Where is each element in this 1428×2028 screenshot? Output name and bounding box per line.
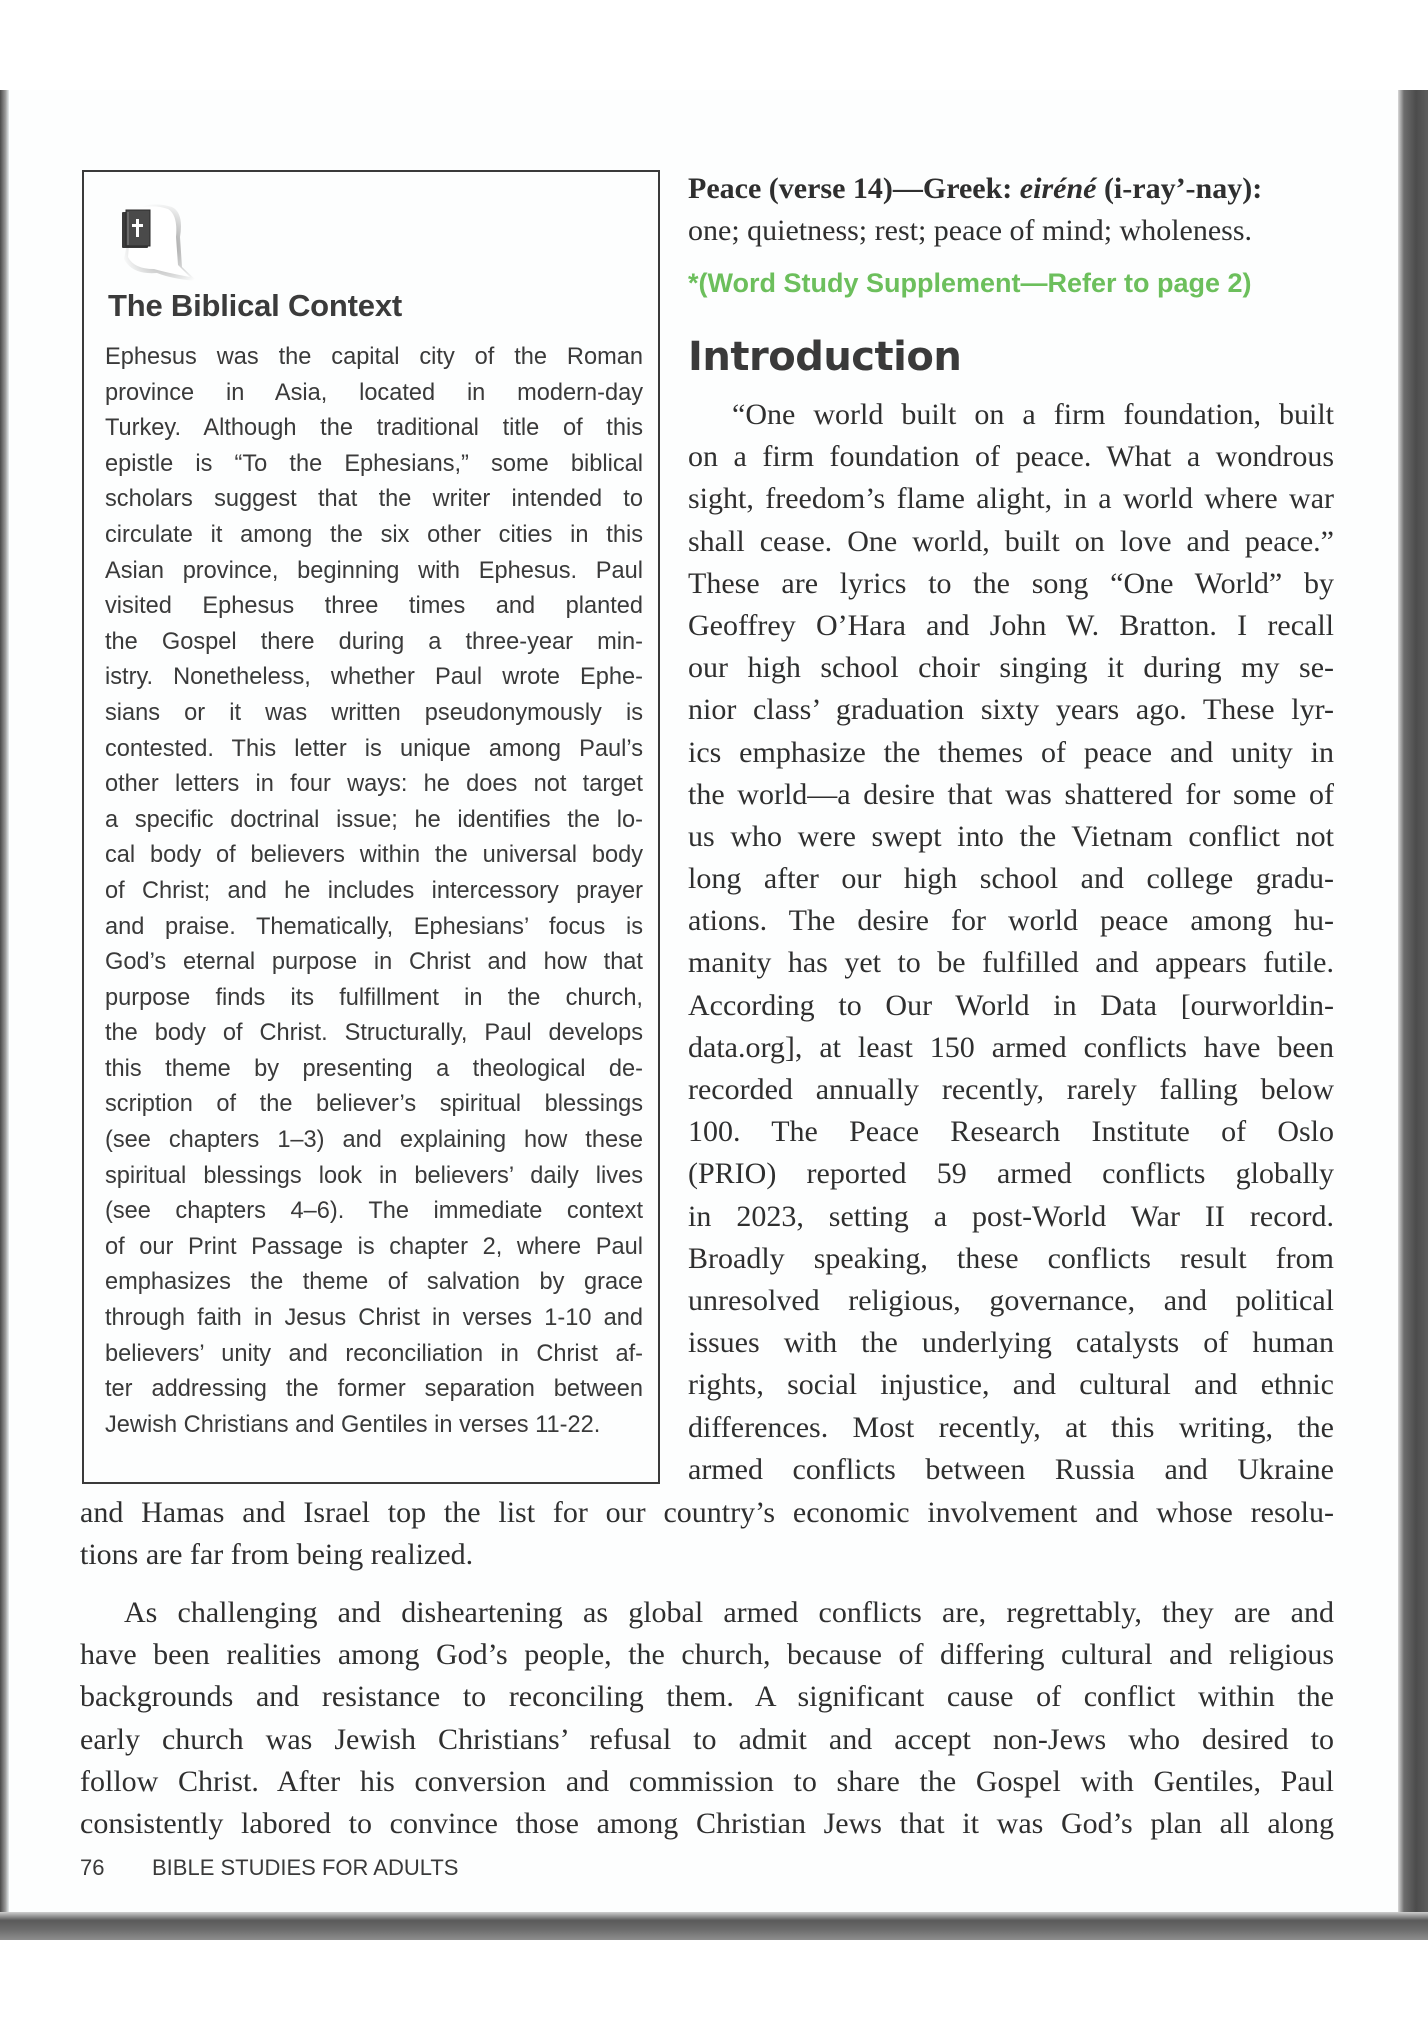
text-line: this theme by presenting a theological de- bbox=[105, 1055, 643, 1082]
text-line: manity has yet to be fulfilled and appears futile. bbox=[688, 946, 1334, 980]
text-line: contested. This letter is unique among Paul’s bbox=[105, 735, 643, 762]
text-line: recorded annually recently, rarely falling below bbox=[688, 1073, 1334, 1106]
text-line: epistle is “To the Ephesians,” some biblical bbox=[105, 450, 643, 477]
text-line: (see chapters 1–3) and explaining how these bbox=[105, 1127, 643, 1154]
text-line: and Hamas and Israel top the list for our country’s economic involvement and whose resolu- bbox=[80, 1496, 1334, 1529]
text-line: According to Our World in Data [ourworldin- bbox=[688, 988, 1334, 1022]
text-line: us who were swept into the Vietnam conflict not bbox=[688, 819, 1334, 853]
text-line: on a firm foundation of peace. What a wondrous bbox=[688, 440, 1334, 474]
text-line: issues with the underlying catalysts of human bbox=[688, 1326, 1334, 1360]
text-line: sians or it was written pseudonymously is bbox=[105, 699, 643, 726]
text-line: (PRIO) reported 59 armed conflicts globally bbox=[688, 1157, 1334, 1191]
introduction-column-text bbox=[688, 394, 1334, 1491]
text-line: “One world built on a firm foundation, built bbox=[732, 398, 1334, 431]
text-line: As challenging and disheartening as global armed conflicts are, regrettably, they are and bbox=[124, 1596, 1334, 1629]
text-line: the body of Christ. Structurally, Paul develops bbox=[105, 1020, 643, 1047]
word-study-term: Peace (verse 14)—Greek: bbox=[688, 172, 1020, 205]
text-line: circulate it among the six other cities in this bbox=[105, 521, 643, 548]
word-study-supplement-link: *(Word Study Supplement—Refer to page 2) bbox=[688, 268, 1252, 298]
text-line: Broadly speaking, these conflicts result from bbox=[688, 1241, 1334, 1275]
page-number: 76 bbox=[80, 1855, 105, 1880]
scan-edge-bottom bbox=[0, 1912, 1428, 1940]
text-line: differences. Most recently, at this writing, the bbox=[688, 1410, 1334, 1444]
text-line: visited Ephesus three times and planted bbox=[105, 593, 643, 620]
bible-speech-bubble-icon bbox=[102, 197, 212, 293]
scan-edge-left bbox=[0, 90, 9, 1938]
text-line: shall cease. One world, built on love and peace.” bbox=[688, 524, 1334, 558]
text-line: scholars suggest that the writer intended to bbox=[105, 486, 643, 513]
text-line: Geoffrey O’Hara and John W. Bratton. I recall bbox=[688, 608, 1334, 642]
text-line: province in Asia, located in modern-day bbox=[105, 379, 643, 406]
text-line: Jewish Christians and Gentiles in verses 11-22. bbox=[105, 1411, 601, 1438]
text-line: of Christ; and he includes intercessory prayer bbox=[105, 877, 643, 904]
text-line: believers’ unity and reconciliation in Christ af- bbox=[105, 1340, 643, 1367]
text-line: (see chapters 4–6). The immediate context bbox=[105, 1198, 643, 1225]
text-line: armed conflicts between Russia and Ukraine bbox=[688, 1452, 1334, 1486]
pronunciation: (i-ray’-nay): bbox=[1096, 172, 1263, 205]
scan-edge-right bbox=[1398, 90, 1428, 1940]
text-line: God’s eternal purpose in Christ and how that bbox=[105, 949, 643, 976]
introduction-paragraph-2 bbox=[80, 1592, 1334, 1845]
word-study-heading bbox=[688, 168, 1338, 210]
text-line: unresolved religious, governance, and political bbox=[688, 1283, 1334, 1317]
text-line: These are lyrics to the song “One World” by bbox=[688, 566, 1334, 600]
text-line: other letters in four ways: he does not target bbox=[105, 771, 643, 798]
text-line: data.org], at least 150 armed conflicts have been bbox=[688, 1030, 1334, 1064]
text-line: Asian province, beginning with Ephesus. Paul bbox=[105, 557, 643, 584]
word-study-definition: one; quietness; rest; peace of mind; wholeness. bbox=[688, 214, 1253, 247]
text-line: ics emphasize the themes of peace and unity in bbox=[688, 735, 1334, 769]
text-line: our high school choir singing it during my se- bbox=[688, 651, 1334, 685]
text-line: the world—a desire that was shattered for some of bbox=[688, 777, 1334, 811]
text-line: spiritual blessings look in believers’ daily lives bbox=[105, 1162, 643, 1189]
introduction-heading: Introduction bbox=[688, 334, 962, 380]
text-line: the Gospel there during a three-year min- bbox=[105, 628, 643, 655]
text-line: scription of the believer’s spiritual blessings bbox=[105, 1091, 643, 1118]
text-line: purpose finds its fulfillment in the church, bbox=[105, 984, 643, 1011]
sidebar-title: The Biblical Context bbox=[108, 288, 402, 323]
text-line: long after our high school and college gradu- bbox=[688, 862, 1334, 896]
text-line: of our Print Passage is chapter 2, where Paul bbox=[105, 1233, 643, 1260]
text-line: cal body of believers within the universal body bbox=[105, 842, 643, 869]
text-line: 100. The Peace Research Institute of Oslo bbox=[688, 1115, 1334, 1149]
text-line: Turkey. Although the traditional title of this bbox=[105, 415, 643, 442]
text-line: and praise. Thematically, Ephesians’ focus is bbox=[105, 913, 643, 940]
text-line: consistently labored to convince those among Christian Jews that it was God’s plan all along bbox=[80, 1806, 1334, 1840]
introduction-full-width-text bbox=[80, 1492, 1334, 1576]
page-footer bbox=[80, 1855, 458, 1881]
text-line: rights, social injustice, and cultural and ethnic bbox=[688, 1368, 1334, 1402]
text-line: in 2023, setting a post-World War II record. bbox=[688, 1199, 1334, 1233]
text-line: backgrounds and resistance to reconciling them. A significant cause of conflict within the bbox=[80, 1680, 1334, 1714]
text-line: sight, freedom’s flame alight, in a world where war bbox=[688, 482, 1334, 516]
text-line: follow Christ. After his conversion and commission to share the Gospel with Gentiles, Paul bbox=[80, 1764, 1334, 1798]
text-line: a specific doctrinal issue; he identifies the lo- bbox=[105, 806, 643, 833]
text-line: ations. The desire for world peace among hu- bbox=[688, 904, 1334, 938]
text-line: ter addressing the former separation between bbox=[105, 1376, 643, 1403]
text-line: have been realities among God’s people, the church, because of differing cultural and religious bbox=[80, 1638, 1334, 1672]
text-line: through faith in Jesus Christ in verses 1-10 and bbox=[105, 1305, 643, 1332]
text-line: tions are far from being realized. bbox=[80, 1538, 474, 1572]
text-line: emphasizes the theme of salvation by grace bbox=[105, 1269, 643, 1296]
publication-title: BIBLE STUDIES FOR ADULTS bbox=[152, 1855, 459, 1880]
text-line: istry. Nonetheless, whether Paul wrote Ephe- bbox=[105, 664, 643, 691]
greek-word: eiréné bbox=[1019, 172, 1097, 205]
text-line: nior class’ graduation sixty years ago. These lyr- bbox=[688, 693, 1334, 727]
text-line: early church was Jewish Christians’ refusal to admit and accept non-Jews who desired to bbox=[80, 1722, 1334, 1756]
sidebar-body bbox=[105, 340, 643, 1443]
text-line: Ephesus was the capital city of the Roman bbox=[105, 344, 643, 370]
